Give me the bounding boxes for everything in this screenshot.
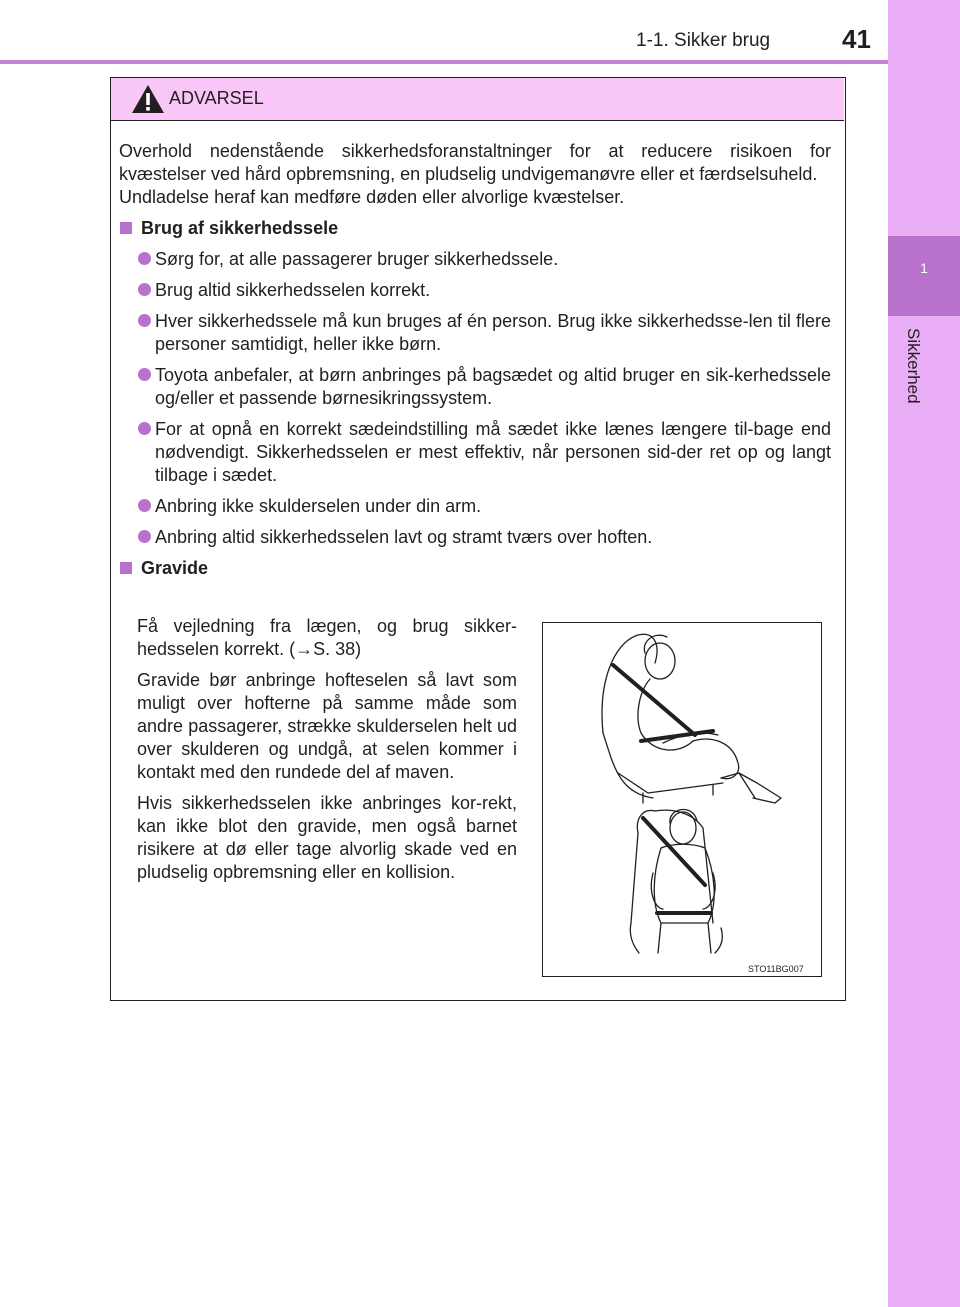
list-item-text: Hver sikkerhedssele må kun bruges af én person. Brug ikke sikkerhedsse-len til flere personer samtidigt, heller ikke børn. (155, 311, 831, 354)
pregnancy-text (137, 615, 517, 884)
warning-triangle-icon (131, 84, 165, 114)
figure-code: STO11BG007 (748, 964, 804, 974)
section-heading-text: Gravide (141, 558, 209, 578)
chapter-number: 1 (920, 260, 928, 276)
chapter-title: Sikkerhed (904, 328, 923, 404)
warning-body (119, 140, 831, 580)
list-item-text: Anbring altid sikkerhedsselen lavt og stramt tværs over hoften. (155, 527, 653, 547)
warning-consequence: Undladelse heraf kan medføre døden eller alvorlige kvæstelser. (119, 187, 625, 207)
section-title: 1-1. Sikker brug (636, 30, 771, 51)
list-item (119, 310, 831, 356)
header-divider (0, 60, 888, 64)
square-bullet-icon (120, 562, 132, 574)
circle-bullet-icon (138, 314, 151, 327)
warning-intro: Overhold nedenstående sikkerhedsforanstaltninger for at reducere risikoen for kvæstelser ved hård opbremsning, en pludselig undvigemanøvre eller et færdselsuheld. (119, 141, 831, 184)
paragraph: Få vejledning fra lægen, og brug sikker-hedsselen korrekt. (→S. 38) (137, 616, 517, 659)
list-item (119, 495, 831, 518)
section-heading-text: Brug af sikkerhedssele (141, 218, 339, 238)
circle-bullet-icon (138, 422, 151, 435)
circle-bullet-icon (138, 368, 151, 381)
list-item (119, 526, 831, 549)
list-item-text: Sørg for, at alle passagerer bruger sikkerhedssele. (155, 249, 559, 269)
warning-title: ADVARSEL (169, 88, 264, 108)
illustration-drawing (543, 623, 821, 963)
paragraph: Gravide bør anbringe hofteselen så lavt som muligt over hofterne på samme måde som andre passagerer, strække skulderselen helt ud over skulderen og undgå, at selen kommer i kontakt med den rundede del af maven. (137, 670, 517, 782)
circle-bullet-icon (138, 530, 151, 543)
list-item (119, 248, 831, 271)
square-bullet-icon (120, 222, 132, 234)
list-item-text: Toyota anbefaler, at børn anbringes på bagsædet og altid bruger en sik-kerhedssele og/eller et passende børnesikringssystem. (155, 365, 831, 408)
circle-bullet-icon (138, 499, 151, 512)
page-number: 41 (842, 24, 871, 54)
pregnant-seatbelt-illustration (542, 622, 822, 977)
list-item (119, 279, 831, 302)
circle-bullet-icon (138, 283, 151, 296)
section-heading-pregnant (119, 557, 831, 580)
warning-header (111, 78, 844, 121)
chapter-marker (888, 236, 960, 316)
list-item-text: For at opnå en korrekt sædeindstilling må sædet ikke lænes længere til-bage end nødvendigt. Sikkerhedsselen er mest effektiv, når personen sid-der ret op og langt tilbage i sædet. (155, 419, 831, 485)
paragraph: Hvis sikkerhedsselen ikke anbringes kor-rekt, kan ikke blot den gravide, men også barnet risikere at dø eller tage alvorlig skade ved en pludselig opbremsning eller en kollision. (137, 793, 517, 882)
list-item-text: Brug altid sikkerhedsselen korrekt. (155, 280, 431, 300)
list-item (119, 418, 831, 487)
warning-box (110, 77, 846, 1001)
side-tab (888, 0, 960, 1307)
section-heading-seatbelt (119, 217, 831, 240)
list-item (119, 364, 831, 410)
circle-bullet-icon (138, 252, 151, 265)
list-item-text: Anbring ikke skulderselen under din arm. (155, 496, 482, 516)
